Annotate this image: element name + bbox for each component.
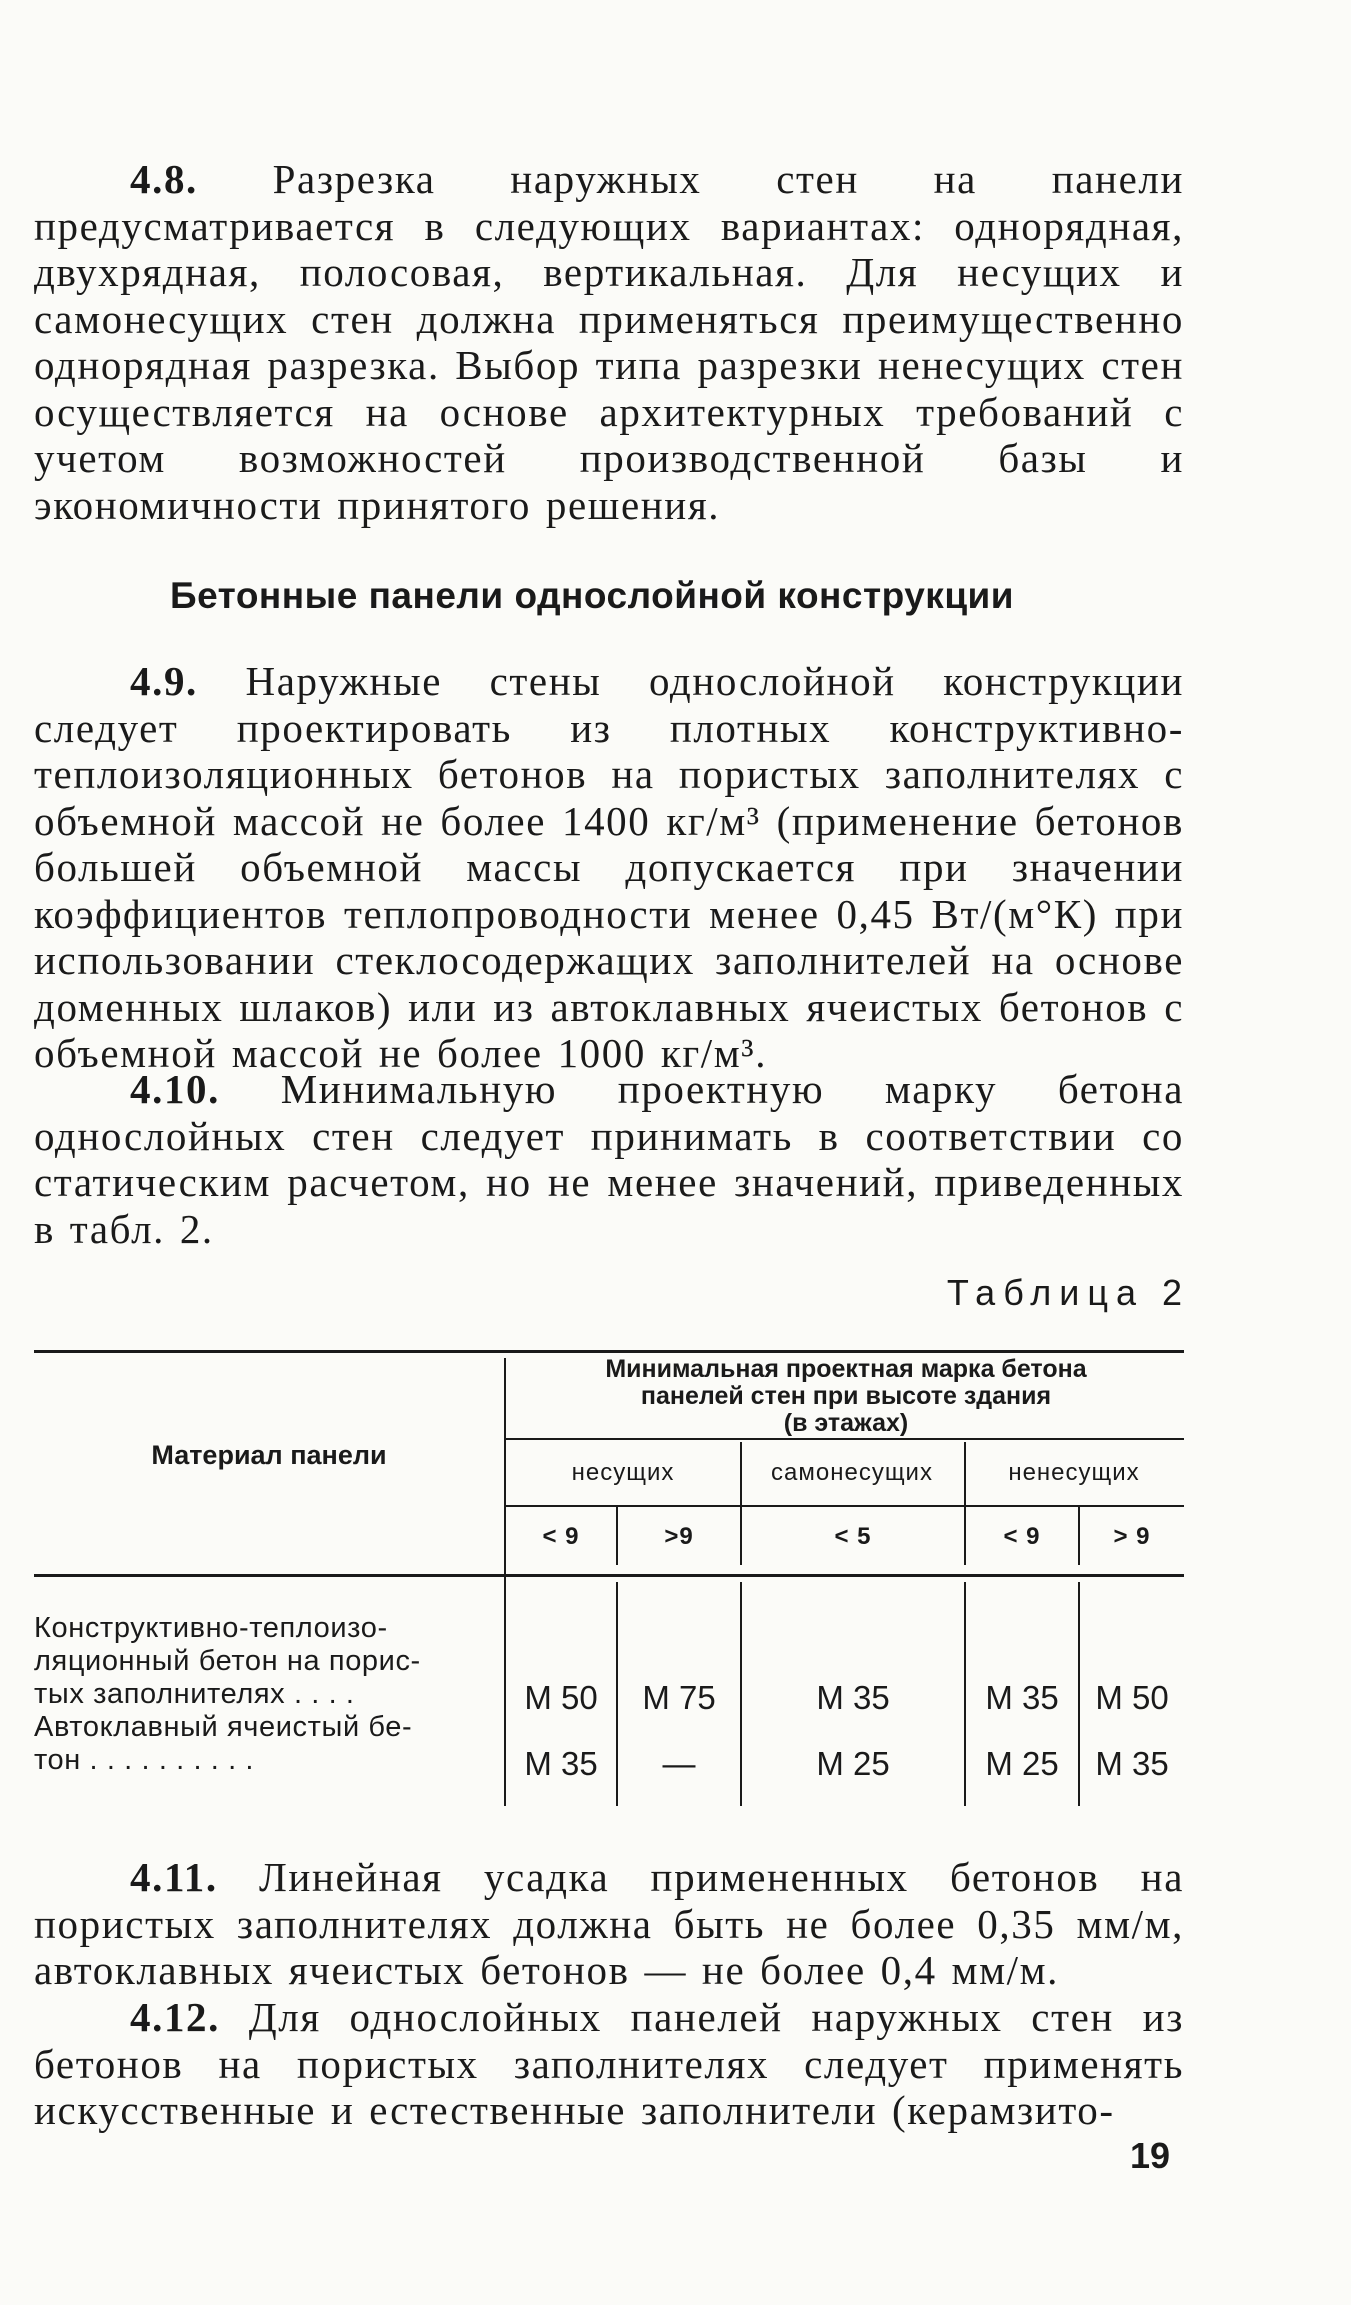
paragraph-number: 4.9. <box>130 658 198 704</box>
material-line: ляционный бетон на порис- <box>34 1645 421 1677</box>
concrete-grade-table <box>34 1350 1184 1810</box>
material-line: тон . . . . . . . . . . <box>34 1744 255 1776</box>
table-cell: М 50 <box>524 1679 598 1716</box>
paragraph-number: 4.8. <box>130 156 198 202</box>
header-group <box>508 1354 1184 1438</box>
header-non-bearing: ненесущих <box>1008 1458 1140 1486</box>
paragraph-number: 4.11. <box>130 1854 218 1900</box>
table-cell: М 35 <box>524 1745 598 1782</box>
table-cell: М 25 <box>816 1745 890 1782</box>
section-heading: Бетонные панели однослойной конструкции <box>170 575 1015 616</box>
paragraph-text: Линейная усадка примененных бетонов на пористых заполнителях должна быть не более 0,35 мм/м, автоклавных ячеистых бетонов — не более 0,4 мм/м. <box>34 1854 1184 1993</box>
paragraph-text: Наружные стены однослойной конструкции следует проектировать из плотных конструктивно-теплоизоляционных бетонов на пористых заполнителях с объемной массой не более 1400 кг/м³ (применение бетонов большей объемной массы допускается при значении коэффициентов теплопроводности менее 0,45 Вт/(м°К) при использовании стеклосодержащих заполнителей на основе доменных шлаков) или из автоклавных ячеистых бетонов с объемной массой не более 1000 кг/м³. <box>34 658 1185 1076</box>
material-line: Конструктивно-теплоизо- <box>34 1612 388 1644</box>
paragraph-number: 4.12. <box>130 1994 220 2040</box>
material-line: тых заполнителях . . . . <box>34 1678 355 1710</box>
subheader-floors: < 9 <box>542 1523 580 1550</box>
subheader-floors: >9 <box>664 1523 694 1550</box>
table-cell: М 25 <box>985 1745 1059 1782</box>
page-number: 19 <box>1130 2135 1171 2176</box>
table-cell: М 35 <box>1095 1745 1169 1782</box>
material-column-divider <box>504 1358 506 1806</box>
table-header-rule <box>34 1574 1184 1577</box>
table-top-rule <box>34 1350 1184 1353</box>
paragraph-text: Для однослойных панелей наружных стен из бетонов на пористых заполнителях следует применять искусственные и естественные заполнители (керамзито- <box>34 1994 1184 2133</box>
subheader-floors: > 9 <box>1113 1523 1151 1550</box>
table-cell: М 35 <box>985 1679 1059 1716</box>
subheader-floors: < 9 <box>1003 1523 1041 1550</box>
paragraph-4-9 <box>34 658 1184 1077</box>
subheader-floors: < 5 <box>834 1523 872 1550</box>
table-row-material <box>34 1612 504 1711</box>
header-material: Материал панели <box>151 1439 387 1470</box>
table-cell: М 35 <box>816 1679 890 1716</box>
material-line: Автоклавный ячеистый бе- <box>34 1711 413 1743</box>
header-group-line: Минимальная проектная марка бетона <box>605 1354 1087 1383</box>
paragraph-text: Разрезка наружных стен на панели предусматривается в следующих вариантах: однорядная, двухрядная, полосовая, вертикальная. Для несущих и самонесущих стен должна применяться преимущественно однорядная разрезка. Выбор типа разрезки ненесущих стен осуществляется на основе архитектурных требований с учетом возможностей производственной базы и экономичности принятого решения. <box>34 156 1184 528</box>
table-cell: — <box>662 1745 696 1782</box>
paragraph-text: Минимальную проектную марку бетона однослойных стен следует принимать в соответствии со статическим расчетом, но не менее значений, приведенных в табл. 2. <box>34 1066 1184 1252</box>
table-cell: М 75 <box>642 1679 716 1716</box>
paragraph-4-10 <box>34 1066 1184 1252</box>
paragraph-4-8 <box>34 156 1184 528</box>
header-load-bearing: несущих <box>571 1458 675 1486</box>
paragraph-4-12 <box>34 1994 1184 2134</box>
table-cell: М 50 <box>1095 1679 1169 1716</box>
paragraph-4-11 <box>34 1854 1184 1994</box>
paragraph-number: 4.10. <box>130 1066 220 1112</box>
table-caption: Таблица 2 <box>946 1272 1190 1313</box>
header-self-bearing: самонесущих <box>771 1458 933 1486</box>
header-group-line: панелей стен при высоте здания <box>640 1381 1052 1410</box>
table-row-material <box>34 1711 504 1777</box>
header-group-line: (в этажах) <box>783 1408 909 1437</box>
